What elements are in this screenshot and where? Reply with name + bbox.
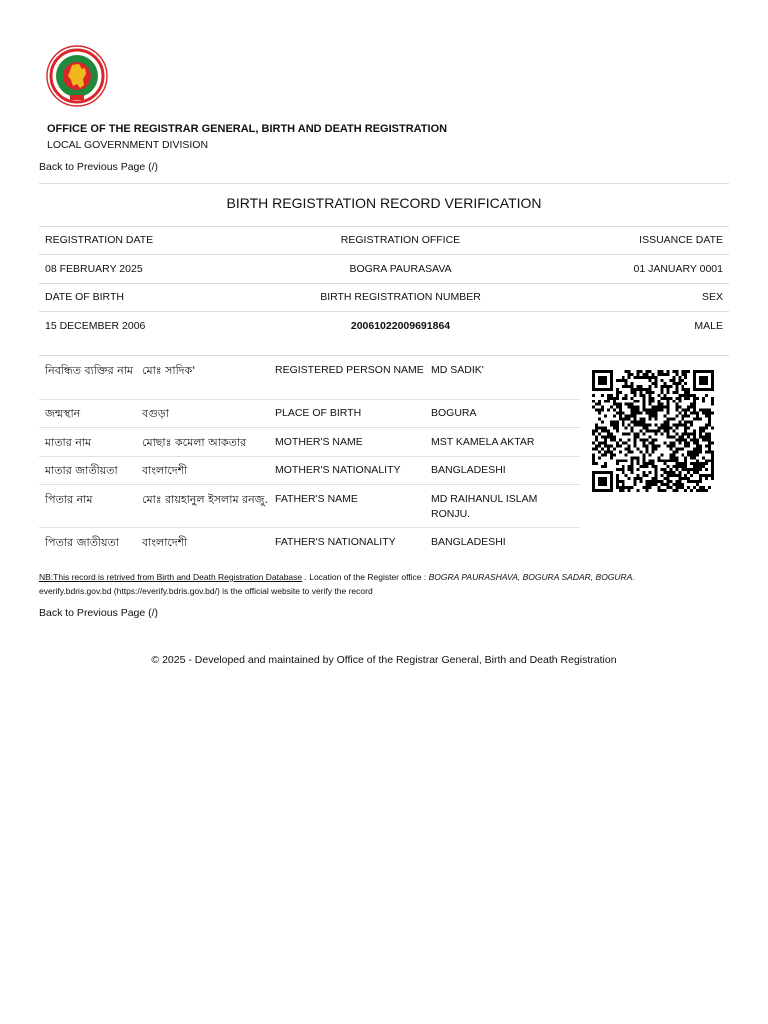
brn-value: 20061022009691864 [350, 320, 451, 332]
date-of-birth-label: DATE OF BIRTH [45, 291, 124, 303]
en-label: MOTHER'S NATIONALITY [275, 464, 401, 476]
divider [39, 183, 729, 184]
office-subtitle: LOCAL GOVERNMENT DIVISION [47, 139, 209, 151]
office-title: OFFICE OF THE REGISTRAR GENERAL, BIRTH AND DEATH REGISTRATION [47, 123, 448, 135]
database-note-link[interactable]: NB:This record is retrived from Birth and Death Registration Database [39, 572, 303, 582]
record-title: BIRTH REGISTRATION RECORD VERIFICATION [226, 195, 542, 211]
row-divider [39, 527, 580, 528]
bn-label: মাতার জাতীয়তা [45, 464, 118, 477]
bn-value: মোঃ রায়হানুল ইসলাম রনজু. [142, 493, 269, 506]
bn-value: বগুড়া [142, 407, 169, 420]
en-value: BANGLADESHI [431, 536, 506, 548]
bn-label: পিতার জাতীয়তা [45, 536, 119, 549]
en-value: BANGLADESHI [431, 464, 506, 476]
bn-value: মোছাঃ কমেলা আকতার [142, 436, 247, 449]
registration-office-label: REGISTRATION OFFICE [340, 234, 461, 246]
en-value: BOGURA [431, 407, 477, 419]
bn-label: নিবন্ধিত ব্যক্তির নাম [45, 364, 133, 377]
row-divider [39, 484, 580, 485]
register-office-location: BOGRA PAURASHAVA, BOGURA SADAR, BOGURA. [428, 572, 635, 582]
back-to-previous-link-bottom[interactable]: Back to Previous Page (/) [39, 607, 159, 619]
en-label: MOTHER'S NAME [275, 436, 363, 448]
government-seal-logo [46, 45, 108, 107]
location-prefix: . Location of the Register office : [302, 572, 429, 582]
bn-value: বাংলাদেশী [142, 464, 188, 477]
bn-value: বাংলাদেশী [142, 536, 188, 549]
footer-copyright: © 2025 - Developed and maintained by Office of the Registrar General, Birth and Death Registration [151, 654, 617, 666]
en-label: FATHER'S NATIONALITY [275, 536, 396, 548]
issuance-date-label: ISSUANCE DATE [639, 234, 723, 246]
row-divider [39, 427, 580, 428]
verification-qr-code [592, 369, 714, 493]
divider [39, 226, 729, 227]
row-divider [39, 456, 580, 457]
date-of-birth-value: 15 DECEMBER 2006 [45, 320, 146, 332]
bn-value: মোঃ সাদিক' [142, 364, 196, 377]
back-to-previous-link[interactable]: Back to Previous Page (/) [39, 161, 159, 173]
issuance-date-value: 01 JANUARY 0001 [633, 263, 723, 275]
en-label: REGISTERED PERSON NAME [275, 364, 424, 376]
en-value: MD RAIHANUL ISLAM RONJU. [431, 493, 538, 520]
registration-office-value: BOGRA PAURASAVA [349, 263, 452, 275]
divider [39, 355, 729, 356]
bn-label: জন্মস্থান [45, 407, 81, 420]
sex-label: SEX [701, 291, 723, 303]
registration-date-label: REGISTRATION DATE [45, 234, 154, 246]
en-label: FATHER'S NAME [275, 493, 358, 505]
divider [39, 254, 729, 255]
en-value: MST KAMELA AKTAR [431, 436, 535, 448]
sex-value: MALE [694, 320, 723, 332]
official-website-note: everify.bdris.gov.bd (https://everify.bdris.gov.bd/) is the official website to verify the record [39, 586, 373, 596]
divider [39, 283, 729, 284]
row-divider [39, 399, 580, 400]
divider [39, 311, 729, 312]
brn-label: BIRTH REGISTRATION NUMBER [320, 291, 481, 303]
registration-date-value: 08 FEBRUARY 2025 [45, 263, 143, 275]
en-label: PLACE OF BIRTH [275, 407, 362, 419]
bn-label: মাতার নাম [45, 436, 92, 449]
bn-label: পিতার নাম [45, 493, 93, 506]
en-value: MD SADIK' [431, 364, 484, 376]
database-note [39, 572, 635, 582]
